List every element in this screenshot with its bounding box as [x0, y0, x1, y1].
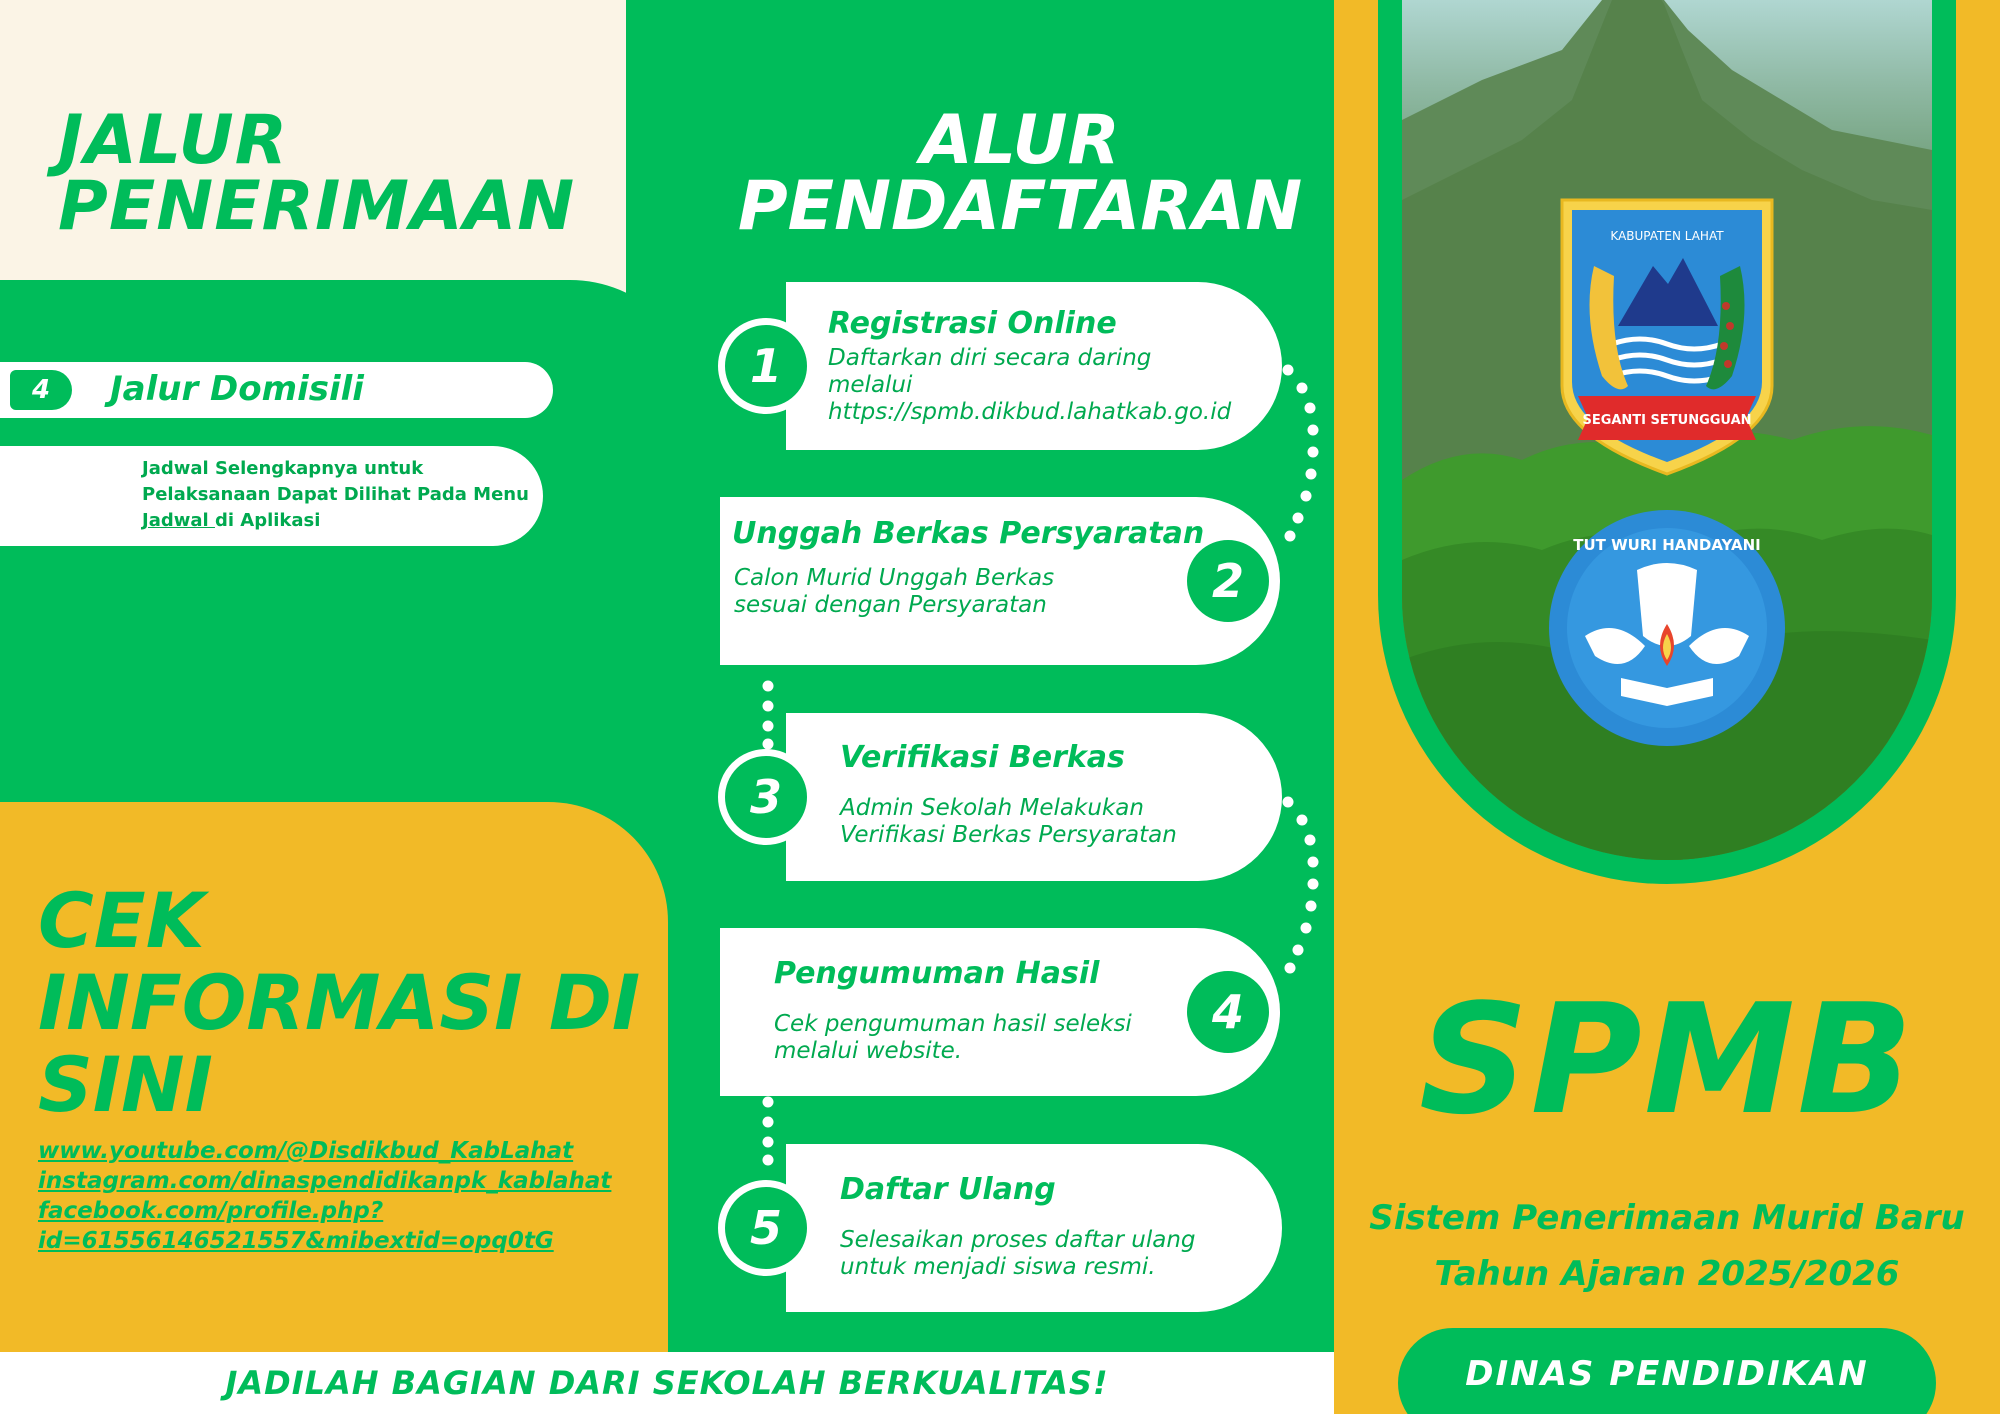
alur-pendaftaran-title [700, 101, 1340, 246]
spmb-subtitle [1334, 1190, 2000, 1302]
jalur-number-tag: 4 [10, 370, 72, 410]
step-5-title: Daftar Ulang [840, 1172, 1056, 1207]
jadwal-info-text [142, 456, 542, 534]
jadwal-text-part1: Jadwal Selengkapnya untuk Pelaksanaan Dapat Dilihat Pada Menu [142, 458, 529, 505]
jalur-domisili-label: Jalur Domisili [110, 369, 364, 409]
step-1-desc-line1: Daftarkan diri secara daring [828, 345, 1152, 371]
alur-title-line1: ALUR [920, 101, 1120, 180]
tut-wuri-handayani-logo-icon [1545, 506, 1789, 750]
step-2-desc-line1: Calon Murid Unggah Berkas [734, 565, 1055, 591]
alur-title-line2: PENDAFTARAN [737, 167, 1303, 246]
cek-title-line2: INFORMASI DI [38, 958, 641, 1047]
jalur-title-line2: PENERIMAAN [58, 167, 576, 246]
spmb-title: SPMB [1419, 971, 1915, 1148]
spmb-subtitle-line2: Tahun Ajaran 2025/2026 [1434, 1254, 1900, 1294]
step-3-title: Verifikasi Berkas [840, 740, 1125, 775]
spmb-subtitle-line1: Sistem Penerimaan Murid Baru [1369, 1198, 1965, 1238]
social-links [38, 1136, 611, 1256]
crest-top-text: KABUPATEN LAHAT [1610, 229, 1724, 243]
step-3-desc-line2: Verifikasi Berkas Persyaratan [840, 822, 1177, 848]
youtube-link[interactable]: www.youtube.com/@Disdikbud_KabLahat [38, 1138, 574, 1164]
instagram-link[interactable]: instagram.com/dinaspendidikanpk_kablahat [38, 1168, 612, 1194]
step-3-desc-line1: Admin Sekolah Melakukan [840, 795, 1144, 821]
step-1-number: 1 [718, 318, 814, 414]
step-3-number: 3 [718, 749, 814, 845]
cek-title-line1: CEK [38, 876, 205, 965]
step-2-desc-line2: sesuai dengan Persyaratan [734, 592, 1047, 618]
facebook-link-line1[interactable]: facebook.com/profile.php? [38, 1198, 384, 1224]
step-1-desc-line2: melalui [828, 372, 913, 398]
step-4-title: Pengumuman Hasil [774, 956, 1100, 991]
step-5-desc-line1: Selesaikan proses daftar ulang [840, 1227, 1196, 1253]
cek-informasi-title [38, 876, 641, 1129]
step-4-desc-line1: Cek pengumuman hasil seleksi [774, 1011, 1132, 1037]
step-4-desc-line2: melalui website. [774, 1038, 963, 1064]
tutwuri-text: TUT WURI HANDAYANI [1573, 536, 1761, 554]
step-4-number: 4 [1180, 964, 1276, 1060]
step-connector-dots [700, 350, 1340, 1250]
jadwal-link[interactable]: Jadwal [142, 510, 215, 531]
jadwal-text-part2: di Aplikasi [214, 510, 321, 531]
dinas-pendidikan-label: DINAS PENDIDIKAN [1465, 1354, 1869, 1394]
facebook-link-line2[interactable]: id=61556146521557&mibextid=opq0tG [38, 1228, 554, 1254]
cek-title-line3: SINI [38, 1040, 213, 1129]
step-2-number: 2 [1180, 533, 1276, 629]
step-5-number: 5 [718, 1180, 814, 1276]
step-1-title: Registrasi Online [828, 306, 1117, 341]
jalur-title-line1: JALUR [58, 101, 289, 180]
step-2-title: Unggah Berkas Persyaratan [732, 516, 1205, 551]
jalur-penerimaan-title [58, 101, 576, 246]
crest-ribbon-text: SEGANTI SETUNGGUAN [1582, 413, 1752, 428]
footer-tagline: JADILAH BAGIAN DARI SEKOLAH BERKUALITAS! [225, 1364, 1109, 1402]
step-5-desc-line2: untuk menjadi siswa resmi. [840, 1254, 1156, 1280]
kabupaten-lahat-crest-icon [1558, 196, 1776, 478]
step-1-desc-line3: https://spmb.dikbud.lahatkab.go.id [828, 399, 1232, 425]
